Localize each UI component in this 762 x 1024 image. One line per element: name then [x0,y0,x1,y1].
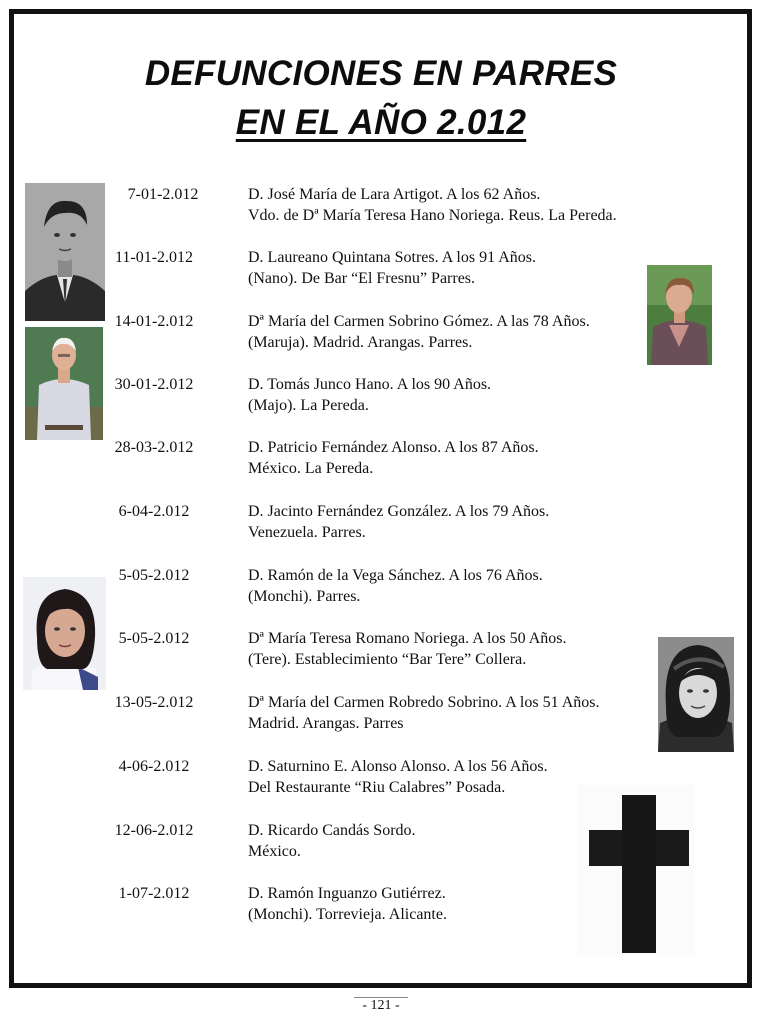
entry-details: (Maruja). Madrid. Arangas. Parres. [248,334,473,351]
entry-name: D. Saturnino E. Alonso Alonso. A los 56 Años. [248,758,548,775]
entry-details: Del Restaurante “Riu Calabres” Posada. [248,779,506,796]
page-number-text: - 121 - [354,997,407,1013]
page-title-line2-text: EN EL AÑO 2.012 [235,103,527,142]
portrait-photo-elderly-man [25,327,103,440]
entry-details: México. [248,843,301,860]
entry-name: D. Jacinto Fernández González. A los 79 Años. [248,503,550,520]
entry-date: 28-03-2.012 [114,439,194,456]
portrait-photo-woman-1 [23,577,106,690]
entry-details: (Nano). De Bar “El Fresnu” Parres. [248,270,476,287]
page-title-line1: DEFUNCIONES EN PARRES [144,54,618,93]
entry-details: Vdo. de Dª María Teresa Hano Noriega. Reus. La Pereda. [248,207,617,224]
portrait-photo-elderly-woman [647,265,712,365]
list-item [0,567,762,617]
page-title-line2 [0,103,762,143]
entry-details: (Monchi). Torrevieja. Alicante. [248,906,447,923]
page-number [0,998,762,1014]
entry-details: (Tere). Establecimiento “Bar Tere” Collera. [248,651,527,668]
entry-name: D. Tomás Junco Hano. A los 90 Años. [248,376,492,393]
entry-details: México. La Pereda. [248,460,374,477]
cross-icon [577,785,695,955]
entry-name: D. Laureano Quintana Sotres. A los 91 Años. [248,249,536,266]
entry-date: 5-05-2.012 [118,630,190,647]
list-item [0,439,762,489]
entry-name: D. Ricardo Candás Sordo. [248,822,416,839]
entry-date: 6-04-2.012 [118,503,190,520]
entry-details: Madrid. Arangas. Parres [248,715,404,732]
entry-date: 4-06-2.012 [118,758,190,775]
entry-details: (Monchi). Parres. [248,588,361,605]
entry-date: 1-07-2.012 [118,885,190,902]
list-item [0,376,762,426]
entry-date: 12-06-2.012 [114,822,194,839]
entry-name: D. Ramón Inguanzo Gutiérrez. [248,885,446,902]
list-item [0,186,762,236]
entry-name: D. Ramón de la Vega Sánchez. A los 76 Años. [248,567,543,584]
entry-name: Dª María del Carmen Robredo Sobrino. A los 51 Años. [248,694,600,711]
portrait-photo-woman-2 [658,637,734,752]
list-item [0,630,762,680]
entry-date: 11-01-2.012 [114,249,194,266]
entry-name: Dª María del Carmen Sobrino Gómez. A las 78 Años. [248,313,590,330]
portrait-photo-man-1 [25,183,105,321]
entry-details: (Majo). La Pereda. [248,397,369,414]
entry-name: D. José María de Lara Artigot. A los 62 Años. [248,186,541,203]
list-item [0,503,762,553]
entry-date: 5-05-2.012 [118,567,190,584]
entry-date: 13-05-2.012 [114,694,194,711]
entry-date: 30-01-2.012 [114,376,194,393]
entry-name: D. Patricio Fernández Alonso. A los 87 Años. [248,439,539,456]
entry-details: Venezuela. Parres. [248,524,366,541]
entry-date: 7-01-2.012 [127,186,199,203]
entry-date: 14-01-2.012 [114,313,194,330]
entry-name: Dª María Teresa Romano Noriega. A los 50 Años. [248,630,567,647]
list-item [0,694,762,744]
